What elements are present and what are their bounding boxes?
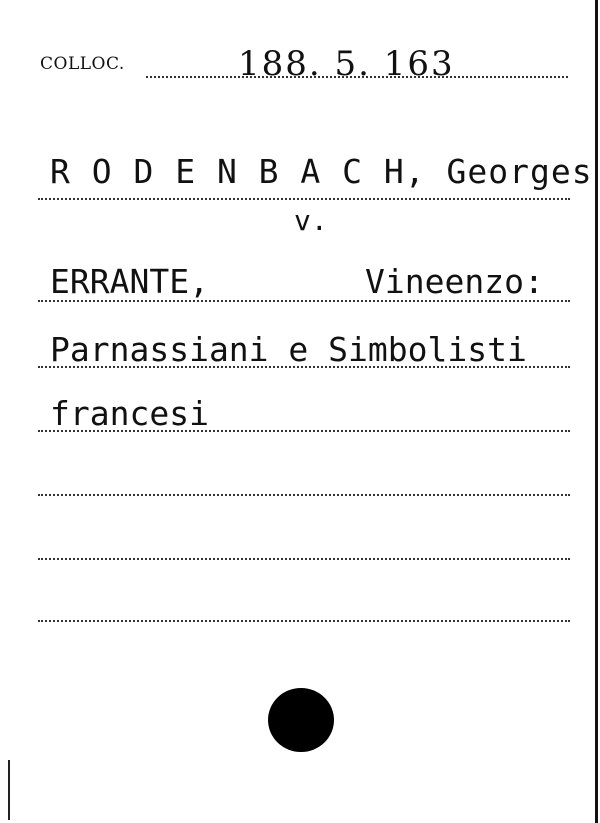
colloc-value: 188. 5. 163 [238,44,455,84]
dotted-line-2 [38,300,570,302]
dotted-line-3 [38,366,570,368]
card-edge-right [595,0,598,823]
punch-hole [268,688,334,752]
dotted-line-1 [38,198,570,200]
title-line-1: Parnassiani e Simbolisti [50,330,527,369]
editor-firstname: Vineenzo: [365,262,544,301]
v-abbrev: v. [294,204,328,237]
dotted-line-7 [38,620,570,622]
dotted-line-4 [38,430,570,432]
editor-surname: ERRANTE, [50,262,209,301]
colloc-label: COLLOC. [40,54,125,74]
title-line-2: francesi [50,394,209,433]
card-edge-left [8,760,10,820]
author-name: R O D E N B A C H, Georges [50,152,593,191]
dotted-line-6 [38,558,570,560]
dotted-line-5 [38,494,570,496]
